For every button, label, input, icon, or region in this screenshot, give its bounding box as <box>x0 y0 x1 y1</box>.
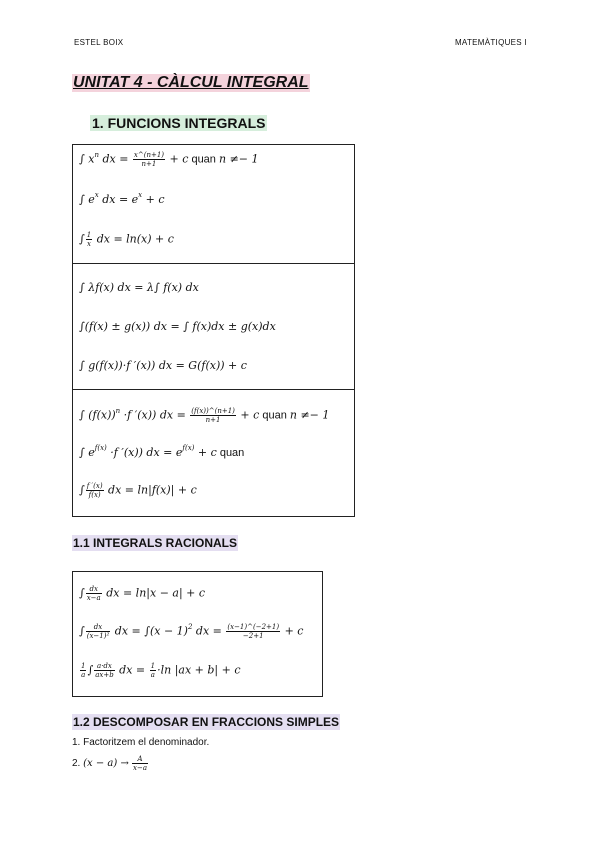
header-subject: MATEMÀTIQUES I <box>454 38 527 47</box>
section-title: 1. FUNCIONS INTEGRALS <box>92 115 266 131</box>
table-divider <box>73 263 354 264</box>
formula-exponential-chain: ∫ $e^{f(x)} \cdot f$ ′(x)) dx = $e^{f(x)} + c$ quan <box>79 444 245 459</box>
formula-log-derivative: ∫ $\frac{f '(x)}{f(x)}$ dx = ln|f(x)| + c <box>79 482 197 499</box>
subsection-title-rational: 1.1 INTEGRALS RACIONALS <box>73 536 238 550</box>
formula-rational-linear: ∫ $\frac{dx}{x-a}$ dx = ln|x − a| + c <box>79 585 206 602</box>
table-divider <box>73 389 354 390</box>
integrals-table <box>72 144 355 517</box>
step-decompose: 2. (x − a) → $\frac{A}{x-a}$ <box>72 755 148 772</box>
formula-exponential: ∫ $e^x$ dx = $e^x + c$ <box>79 191 165 206</box>
formula-constant-factor: ∫ λf(x) dx = λ∫ f(x) dx <box>79 281 199 294</box>
formula-substitution: ∫ g(f(x))·f ′(x)) dx = G(f(x)) + c <box>79 359 247 372</box>
formula-power-chain: ∫ $(f(x))^n \cdot f$ ′(x)) dx = $\frac{(f(x))\^{}(n+1)}{n+1}$ + c quan n ≠− 1 <box>79 406 330 424</box>
header-author: ESTEL BOIX <box>74 38 124 47</box>
formula-power: ∫ $x^n$ dx = $\frac{x\^{}(n+1)}{n+1}$ + c quan n ≠− 1 <box>79 150 259 168</box>
formula-reciprocal: ∫ $\frac{1}{x}$ dx = ln(x) + c <box>79 231 174 248</box>
formula-rational-affine: $\frac{1}{a}$ ∫ $\frac{a\cdot dx}{ax+b}$ dx = $\frac{1}{a}$ ·ln |ax + b| + c <box>81 662 241 679</box>
subsection-title-partial-fractions: 1.2 DESCOMPOSAR EN FRACCIONS SIMPLES <box>73 715 340 729</box>
formula-sum-rule: ∫(f(x) ± g(x)) dx = ∫ f(x)dx ± g(x)dx <box>79 320 276 333</box>
unit-title: UNITAT 4 - CÀLCUL INTEGRAL <box>73 74 309 91</box>
step-factor: 1. Factoritzem el denominador. <box>72 737 210 748</box>
formula-rational-squared: ∫ $\frac{dx}{\text{(x−1)²}}$ dx = $\int(x - 1)^2$ dx = $\frac{(x-1)\^{}(-2+1)}{-2+1}$ + c <box>79 622 304 640</box>
rational-integrals-box <box>72 571 323 697</box>
